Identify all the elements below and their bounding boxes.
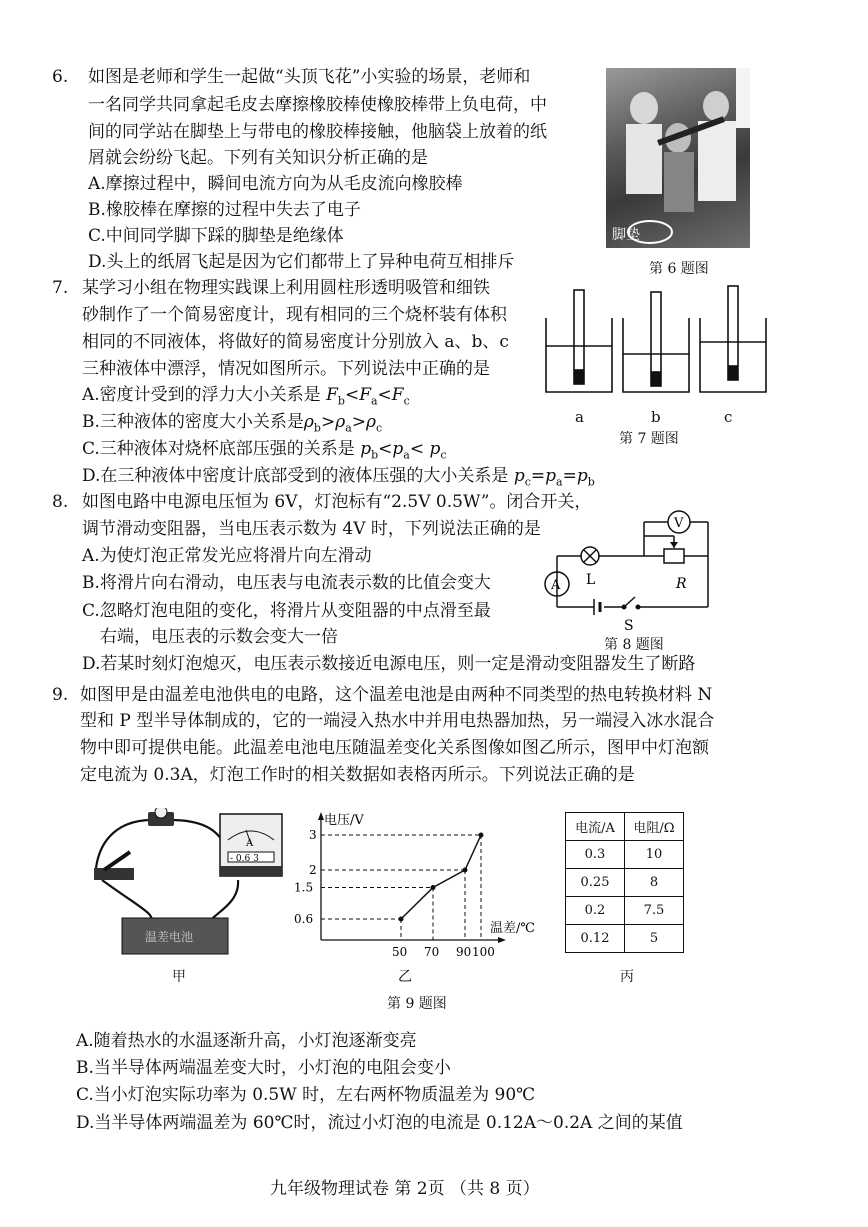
lamp-bulb (155, 808, 167, 818)
q6-figure-caption: 第 6 题图 (649, 261, 709, 277)
q9-fig-jia (90, 808, 290, 958)
q6-photo-scene (606, 68, 750, 248)
table-cell: 0.12 (566, 925, 625, 953)
q8-option-a: A.为使灯泡正常发光应将滑片向左滑动 (82, 546, 372, 566)
q9-option-d: D.当半导体两端温差为 60℃时，流过小灯泡的电流是 0.12A～0.2A 之间的某值 (76, 1113, 683, 1133)
q7-stem-line: 相同的不同液体，将做好的简易密度计分别放入 a、b、c (82, 332, 509, 352)
q8-circuit (538, 506, 728, 636)
table-row (566, 925, 684, 953)
chart-y-tick-label: 1.5 (294, 880, 314, 895)
q9-data-table (565, 812, 684, 953)
chart-point (399, 917, 404, 922)
table-header-resistance: 电阻/Ω (625, 813, 684, 841)
chart-x-arrow (498, 937, 506, 943)
q6-option-b: B.橡胶棒在摩擦的过程中失去了电子 (88, 200, 361, 220)
beaker-a-label: a (575, 408, 584, 426)
chart-x-tick-label: 50 (392, 945, 408, 959)
chart-x-tick-label: 70 (424, 945, 440, 959)
table-row (566, 869, 684, 897)
q7-option-d: D.在三种液体中密度计底部受到的液体压强的大小关系是 $p_c=p_a=p_b$ (82, 466, 595, 489)
chart-x-tick-label: 100 (472, 945, 495, 959)
q7-stem-line: 三种液体中漂浮，情况如图所示。下列说法中正确的是 (82, 359, 490, 379)
ammeter-letter: A (246, 838, 254, 849)
chart-series-line (401, 835, 481, 919)
q6-stem-line: 间的同学站在脚垫上与带电的橡胶棒接触，他脑袋上放着的纸 (88, 122, 547, 142)
q9-figure-caption: 第 9 题图 (387, 996, 447, 1012)
q9-stem-line: 型和 P 型半导体制成的，它的一端浸入热水中并用电热器加热，另一端浸入冰水混合 (80, 711, 715, 731)
page-footer: 九年级物理试卷 第 2页 （共 8 页） (270, 1179, 540, 1199)
beaker-b-label: b (651, 408, 661, 426)
ammeter-scale: - 0.6 3 (230, 854, 259, 864)
thermo-battery-label: 温差电池 (145, 930, 194, 944)
q8-stem-line: 调节滑动变阻器，当电压表示数为 4V 时，下列说法正确的是 (82, 519, 541, 539)
q9-option-c: C.当小灯泡实际功率为 0.5W 时，左右两杯物质温差为 90℃ (76, 1085, 536, 1105)
q8-stem-line: 如图电路中电源电压恒为 6V，灯泡标有“2.5V 0.5W”。闭合开关， (82, 492, 592, 512)
q7-option-b: B.三种液体的密度大小关系是$\rho_b>\rho_a>\rho_c$ (82, 412, 383, 435)
q8-option-b: B.将滑片向右滑动，电压表与电流表示数的比值会变大 (82, 573, 491, 593)
q8-figure-caption: 第 8 题图 (604, 637, 664, 653)
q8-option-c-cont: 右端，电压表的示数会变大一倍 (100, 627, 338, 647)
chart-y-axis-label: 电压/V (324, 813, 364, 828)
lamp-label: L (586, 572, 596, 588)
q8-number: 8. (52, 492, 69, 512)
q9-option-a: A.随着热水的水温逐渐升高，小灯泡逐渐变亮 (76, 1031, 417, 1051)
fig-yi-label: 乙 (398, 969, 412, 985)
q6-stem-line: 一名同学共同拿起毛皮去摩擦橡胶棒使橡胶棒带上负电荷，中 (88, 95, 547, 115)
fig-jia-label: 甲 (172, 969, 186, 985)
knife-switch (94, 852, 134, 880)
q6-option-c: C.中间同学脚下踩的脚垫是绝缘体 (88, 226, 344, 246)
q7-option-c: C.三种液体对烧杯底部压强的关系是 $p_b<p_a< p_c$ (82, 439, 447, 462)
q9-stem-line: 定电流为 0.3A，灯泡工作时的相关数据如表格丙所示。下列说法正确的是 (80, 765, 635, 785)
q6-photo-label: 脚垫 (612, 227, 640, 243)
voltmeter-label: V (674, 516, 684, 531)
table-cell: 0.3 (566, 841, 625, 869)
table-cell: 0.25 (566, 869, 625, 897)
rheostat-label: R (676, 576, 687, 592)
q9-stem-line: 物中即可提供电能。此温差电池电压随温差变化关系图像如图乙所示，图甲中灯泡额 (80, 738, 709, 758)
beaker-b (623, 292, 689, 392)
chart-point (479, 833, 484, 838)
beaker-c (700, 286, 766, 392)
q6-stem-line: 屑就会纷纷飞起。下列有关知识分析正确的是 (88, 148, 428, 168)
q7-option-a: A.密度计受到的浮力大小关系是 $F_b<F_a<F_c$ (82, 385, 410, 408)
q6-option-d: D.头上的纸屑飞起是因为它们都带上了异种电荷互相排斥 (88, 252, 515, 272)
q9-option-b: B.当半导体两端温差变大时，小灯泡的电阻会变小 (76, 1058, 451, 1078)
beaker-a (546, 290, 612, 392)
q6-stem-line: 如图是老师和学生一起做“头顶飞花”小实验的场景，老师和 (88, 67, 531, 87)
q7-figure-caption: 第 7 题图 (619, 431, 679, 447)
table-cell: 7.5 (625, 897, 684, 925)
fig-bing-label: 丙 (620, 969, 634, 985)
q6-photo (606, 68, 750, 248)
switch-label: S (624, 618, 634, 634)
table-row (566, 897, 684, 925)
ammeter-label: A (551, 578, 561, 593)
chart-point (431, 885, 436, 890)
chart-y-tick-label: 0.6 (294, 912, 314, 926)
chart-x-tick-label: 90 (456, 945, 472, 959)
table-row (566, 841, 684, 869)
q8-option-c: C.忽略灯泡电阻的变化，将滑片从变阻器的中点滑至最 (82, 601, 491, 621)
q7-number: 7. (52, 278, 69, 298)
rheostat-slider-arrow (670, 542, 678, 548)
table-cell: 0.2 (566, 897, 625, 925)
q7-stem-line: 某学习小组在物理实践课上利用圆柱形透明吸管和细铁 (82, 278, 490, 298)
table-header-current: 电流/A (566, 813, 625, 841)
table-cell: 10 (625, 841, 684, 869)
q6-option-a: A.摩擦过程中，瞬间电流方向为从毛皮流向橡胶棒 (88, 174, 463, 194)
beaker-c-label: c (724, 408, 733, 426)
q9-number: 9. (52, 685, 69, 705)
q6-number: 6. (52, 67, 69, 87)
table-cell: 8 (625, 869, 684, 897)
q9-chart (290, 810, 560, 960)
q7-stem-line: 砂制作了一个简易密度计，现有相同的三个烧杯装有体积 (82, 305, 507, 325)
chart-y-tick-label: 3 (309, 828, 317, 842)
table-cell: 5 (625, 925, 684, 953)
chart-y-tick-label: 2 (309, 863, 317, 877)
q8-option-d: D.若某时刻灯泡熄灭，电压表示数接近电源电压，则一定是滑动变阻器发生了断路 (82, 654, 696, 674)
q9-stem-line: 如图甲是由温差电池供电的电路，这个温差电池是由两种不同类型的热电转换材料 N (80, 685, 713, 705)
chart-point (463, 868, 468, 873)
chart-x-axis-label: 温差/℃ (490, 921, 535, 936)
